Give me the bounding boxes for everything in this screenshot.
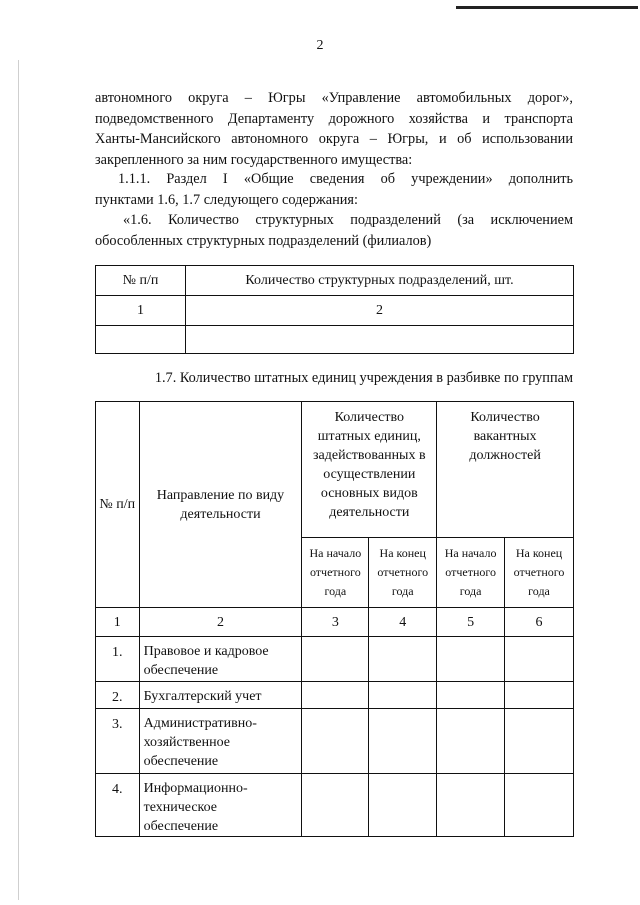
column-number-cell: 5: [437, 608, 505, 637]
paragraph-1-line: автономного округа – Югры «Управление автомобильных дорог»,: [95, 90, 573, 106]
value-cell: [505, 682, 574, 709]
table-row: [96, 326, 574, 354]
row-number-cell: 4.: [96, 774, 140, 837]
value-cell: [369, 709, 437, 774]
value-cell: [302, 774, 369, 837]
value-cell: [369, 682, 437, 709]
header-cell: № п/п: [96, 266, 186, 296]
value-cell: [302, 709, 369, 774]
direction-cell: Административно-хозяйственное обеспечение: [139, 709, 302, 774]
left-edge-line: [18, 60, 19, 900]
table-row: [96, 608, 574, 637]
top-edge-line: [456, 6, 638, 9]
column-number-cell: 3: [302, 608, 369, 637]
column-number-cell: 1: [96, 608, 140, 637]
paragraph-2-line: пунктами 1.6, 1.7 следующего содержания:: [95, 191, 358, 208]
value-cell: [437, 682, 505, 709]
page-number: 2: [316, 38, 324, 53]
table-row: [96, 266, 574, 296]
row-number-cell: 1.: [96, 637, 140, 682]
header-cell: Количество структурных подразделений, шт.: [186, 266, 574, 296]
value-cell: [505, 637, 574, 682]
subheader-cell: На конец отчетного года: [505, 538, 574, 608]
direction-cell: Правовое и кадровое обеспечение: [139, 637, 302, 682]
column-number-cell: 2: [186, 296, 574, 326]
section-1-7-caption: 1.7. Количество штатных единиц учреждения в разбивке по группам: [154, 370, 573, 386]
paragraph-1: [95, 88, 573, 170]
paragraph-1-line: подведомственного Департаменту дорожного хозяйства и транспорта: [95, 110, 573, 127]
value-cell: [302, 682, 369, 709]
value-cell: [369, 774, 437, 837]
value-cell: [302, 637, 369, 682]
table-row: [96, 296, 574, 326]
section-caption: [95, 368, 573, 389]
paragraph-1-line: Ханты-Мансийского автономного округа – Югры, и об использовании: [95, 131, 573, 147]
subheader-cell: На начало отчетного года: [302, 538, 369, 608]
table-row: [96, 682, 574, 709]
row-number-cell: 3.: [96, 709, 140, 774]
column-number-cell: 4: [369, 608, 437, 637]
value-cell: [369, 637, 437, 682]
value-cell: [437, 637, 505, 682]
header-cell: № п/п: [96, 402, 140, 608]
column-number-cell: 6: [505, 608, 574, 637]
header-cell: Направление по виду деятельности: [139, 402, 302, 608]
subheader-cell: На конец отчетного года: [369, 538, 437, 608]
empty-cell: [96, 326, 186, 354]
paragraph-2-line: 1.1.1. Раздел I «Общие сведения об учреждении» дополнить: [118, 171, 573, 187]
direction-cell: Информационно-техническое обеспечение: [139, 774, 302, 837]
row-number-cell: 2.: [96, 682, 140, 709]
table-row: [96, 774, 574, 837]
table-row: [96, 402, 574, 538]
direction-cell: Бухгалтерский учет: [139, 682, 302, 709]
paragraph-3: [95, 210, 573, 251]
structural-units-table: [95, 265, 574, 354]
column-number-cell: 1: [96, 296, 186, 326]
paragraph-3-line: «1.6. Количество структурных подразделений (за исключением: [123, 212, 573, 228]
value-cell: [505, 774, 574, 837]
paragraph-1-line: закрепленного за ним государственного имущества:: [95, 151, 413, 168]
table-row: [96, 709, 574, 774]
paragraph-3-line: обособленных структурных подразделений (филиалов): [95, 232, 432, 249]
empty-cell: [186, 326, 574, 354]
staff-units-table: [95, 401, 574, 837]
header-cell: Количество вакантных должностей: [437, 402, 574, 538]
header-cell: Количество штатных единиц, задействованных в осуществлении основных видов деятельности: [302, 402, 437, 538]
column-number-cell: 2: [139, 608, 302, 637]
value-cell: [437, 774, 505, 837]
paragraph-2: [95, 169, 573, 210]
subheader-cell: На начало отчетного года: [437, 538, 505, 608]
table-row: [96, 637, 574, 682]
value-cell: [505, 709, 574, 774]
value-cell: [437, 709, 505, 774]
